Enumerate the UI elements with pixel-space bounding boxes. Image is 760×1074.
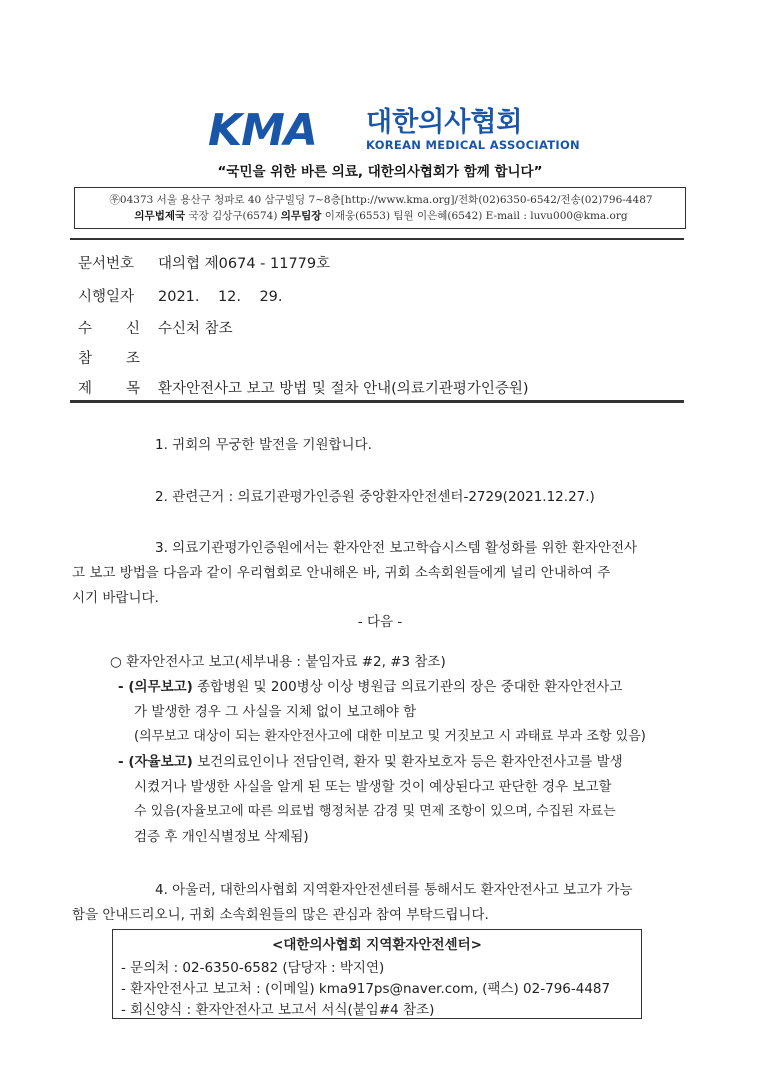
- contact-line-inquiry: - 문의처 : 02-6350-6582 (담당자 : 박지연): [121, 960, 385, 976]
- doc-number: 대의협 제0674 - 11779호: [158, 256, 331, 272]
- paragraph-4-line-2: 함을 안내드리오니, 귀회 소속회원들의 많은 관심과 참여 부탁드립니다.: [72, 907, 489, 923]
- date-label: 시행일자: [78, 289, 135, 305]
- doc-number-label: 문서번호: [78, 256, 135, 272]
- bullet-heading: ○ 환자안전사고 보고(세부내용 : 붙임자료 #2, #3 참조): [110, 654, 446, 670]
- logo-english-name: KOREAN MEDICAL ASSOCIATION: [366, 138, 580, 152]
- address-line: ㉾04373 서울 용산구 청파로 40 삼구빌딩 7~8층[http://www.kma.org]/전화(02)6350-6542/전송(02)796-4487: [109, 194, 653, 206]
- mandatory-line-2: 가 발생한 경우 그 사실을 지체 없이 보고해야 함: [134, 704, 417, 720]
- doc-number-row: [78, 252, 330, 273]
- paragraph-3-line-1: 3. 의료기관평가인증원에서는 환자안전 보고학습시스템 활성화를 위한 환자안전사: [155, 540, 638, 556]
- reference-row: [78, 347, 158, 368]
- reference-label: 참 조: [78, 351, 140, 367]
- recipient-row: [78, 317, 233, 338]
- dept-label: 의무법제국: [134, 210, 186, 222]
- next-heading: - 다음 -: [357, 614, 403, 630]
- contact-box-title: <대한의사협회 지역환자안전센터>: [272, 937, 482, 953]
- mandatory-label: (의무보고): [128, 679, 193, 695]
- logo-mark: KMA: [208, 105, 317, 156]
- subject-label: 제 목: [78, 381, 140, 397]
- recipient-value: 수신처 참조: [158, 321, 233, 337]
- contact-line: [75, 208, 687, 223]
- paragraph-3-line-3: 시기 바랍니다.: [72, 590, 159, 606]
- mandatory-text-1: 종합병원 및 200병상 이상 병원급 의료기관의 장은 중대한 환자안전사고: [192, 679, 623, 695]
- divider-bottom: [70, 400, 684, 403]
- mandatory-line-1: [118, 675, 622, 695]
- subject-value: 환자안전사고 보고 방법 및 절차 안내(의료기관평가인증원): [158, 381, 529, 397]
- paragraph-1: 1. 귀회의 무궁한 발전을 기원합니다.: [155, 437, 372, 453]
- voluntary-line-1: [118, 750, 623, 770]
- logo-korean-name: 대한의사협회: [366, 107, 523, 138]
- team-info: 이재웅(6553) 팀원 이은혜(6542) E-mail : luvu000@kma.org: [321, 210, 628, 222]
- subject-row: [78, 377, 529, 398]
- paragraph-4-line-1: 4. 아울러, 대한의사협회 지역환자안전센터를 통해서도 환자안전사고 보고가 가능: [155, 882, 633, 898]
- kma-logo: [208, 105, 580, 156]
- voluntary-line-3: 수 있음(자율보고에 따른 의료법 행정처분 감경 및 면제 조항이 있으며, 수집된 자료는: [134, 804, 616, 819]
- voluntary-text-1: 보건의료인이나 전담인력, 환자 및 환자보호자 등은 환자안전사고를 발생: [192, 754, 623, 770]
- contact-box: [112, 929, 642, 1019]
- address-box: [74, 187, 686, 229]
- recipient-label: 수 신: [78, 321, 140, 337]
- voluntary-line-2: 시켰거나 발생한 사실을 알게 된 또는 발생할 것이 예상된다고 판단한 경우 보고할: [134, 779, 612, 795]
- voluntary-label: (자율보고): [128, 754, 193, 770]
- team-label: 의무팀장: [280, 210, 322, 222]
- date-row: [78, 285, 283, 306]
- divider-top: [70, 238, 684, 240]
- voluntary-dash: -: [118, 754, 129, 770]
- mandatory-line-3: (의무보고 대상이 되는 환자안전사고에 대한 미보고 및 거짓보고 시 과태료 부과 조항 있음): [134, 729, 646, 744]
- contact-line-report: - 환자안전사고 보고처 : (이메일) kma917ps@naver.com, (팩스) 02-796-4487: [121, 981, 611, 997]
- date-value: 2021. 12. 29.: [158, 289, 283, 305]
- paragraph-3-line-2: 고 보고 방법을 다음과 같이 우리협회로 안내해온 바, 귀회 소속회원들에게 널리 안내하여 주: [72, 565, 611, 581]
- contact-line-form: - 회신양식 : 환자안전사고 보고서 서식(붙임#4 참조): [121, 1002, 435, 1018]
- dept-info: 국장 김상구(6574): [185, 210, 281, 222]
- voluntary-line-4: 검증 후 개인식별정보 삭제됨): [134, 829, 309, 845]
- slogan: “국민을 위한 바른 의료, 대한의사협회가 함께 합니다”: [217, 164, 543, 180]
- paragraph-2: 2. 관련근거 : 의료기관평가인증원 중앙환자안전센터-2729(2021.12.27.): [155, 489, 595, 505]
- mandatory-dash: -: [118, 679, 129, 695]
